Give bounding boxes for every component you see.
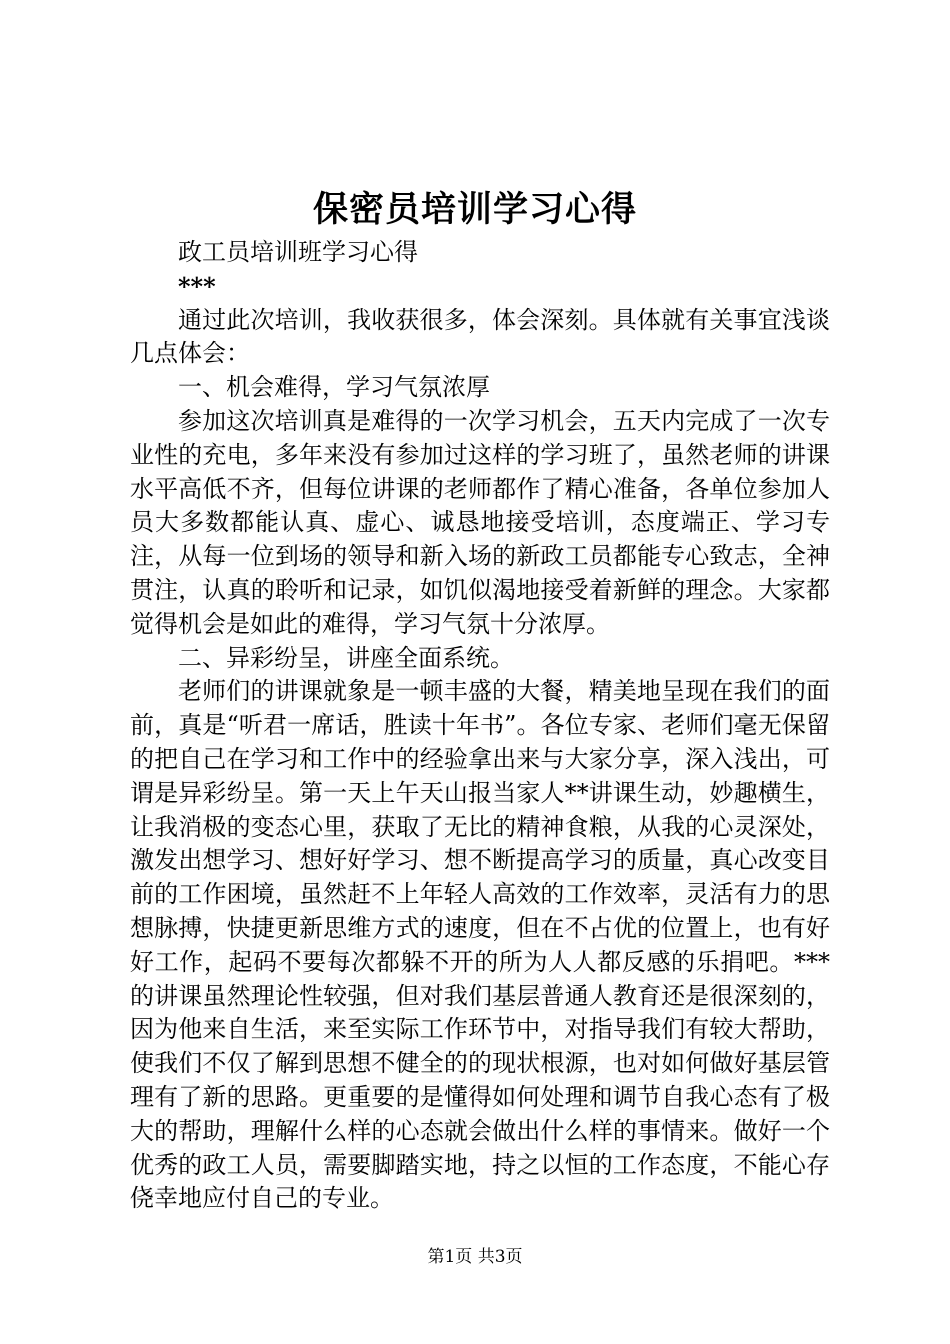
section-heading-1: 一、机会难得，学习气氛浓厚 bbox=[178, 373, 490, 402]
section-heading-2: 二、异彩纷呈，讲座全面系统。 bbox=[178, 643, 514, 672]
document-title: 保密员培训学习心得 bbox=[312, 189, 637, 230]
page-footer: 第1页 共3页 bbox=[427, 1247, 523, 1267]
document-subtitle: 政工员培训班学习心得 bbox=[178, 238, 418, 266]
paragraph-intro: 通过此次培训，我收获很多，体会深刻。具体就有关事宜浅谈几点体会： bbox=[130, 305, 830, 368]
document-author: *** bbox=[178, 271, 216, 301]
document-body bbox=[130, 236, 830, 1216]
paragraph-section-2: 老师们的讲课就象是一顿丰盛的大餐，精美地呈现在我们的面前，真是“听君一席话，胜读十年书”。各位专家、老师们毫无保留的把自己在学习和工作中的经验拿出来与大家分享，深入浅出，可谓是异彩纷呈。第一天上午天山报当家人**讲课生动，妙趣横生，让我消极的变态心里，获取了无比的精神食粮，从我的心灵深处，激发出想学习、想好好学习、想不断提高学习的质量，真心改变目前的工作困境，虽然赶不上年轻人高效的工作效率，灵活有力的思想脉搏，快捷更新思维方式的速度，但在不占优的位置上，也有好好工作，起码不要每次都躲不开的所为人人都反感的乐捐吧。***的讲课虽然理论性较强，但对我们基层普通人教育还是很深刻的，因为他来自生活，来至实际工作环节中，对指导我们有较大帮助，使我们不仅了解到思想不健全的的现状根源，也对如何做好基层管理有了新的思路。更重要的是懂得如何处理和调节自我心态有了极大的帮助，理解什么样的心态就会做出什么样的事情来。做好一个优秀的政工人员，需要脚踏实地，持之以恒的工作态度，不能心存侥幸地应付自己的专业。 bbox=[130, 677, 830, 1213]
paragraph-section-1: 参加这次培训真是难得的一次学习机会，五天内完成了一次专业性的充电，多年来没有参加过这样的学习班了，虽然老师的讲课水平高低不齐，但每位讲课的老师都作了精心准备，各单位参加人员大多数都能认真、虚心、诚恳地接受培训，态度端正、学习专注，从每一位到场的领导和新入场的新政工员都能专心致志，全神贯注，认真的聆听和记录，如饥似渴地接受着新鲜的理念。大家都觉得机会是如此的难得，学习气氛十分浓厚。 bbox=[130, 406, 830, 638]
